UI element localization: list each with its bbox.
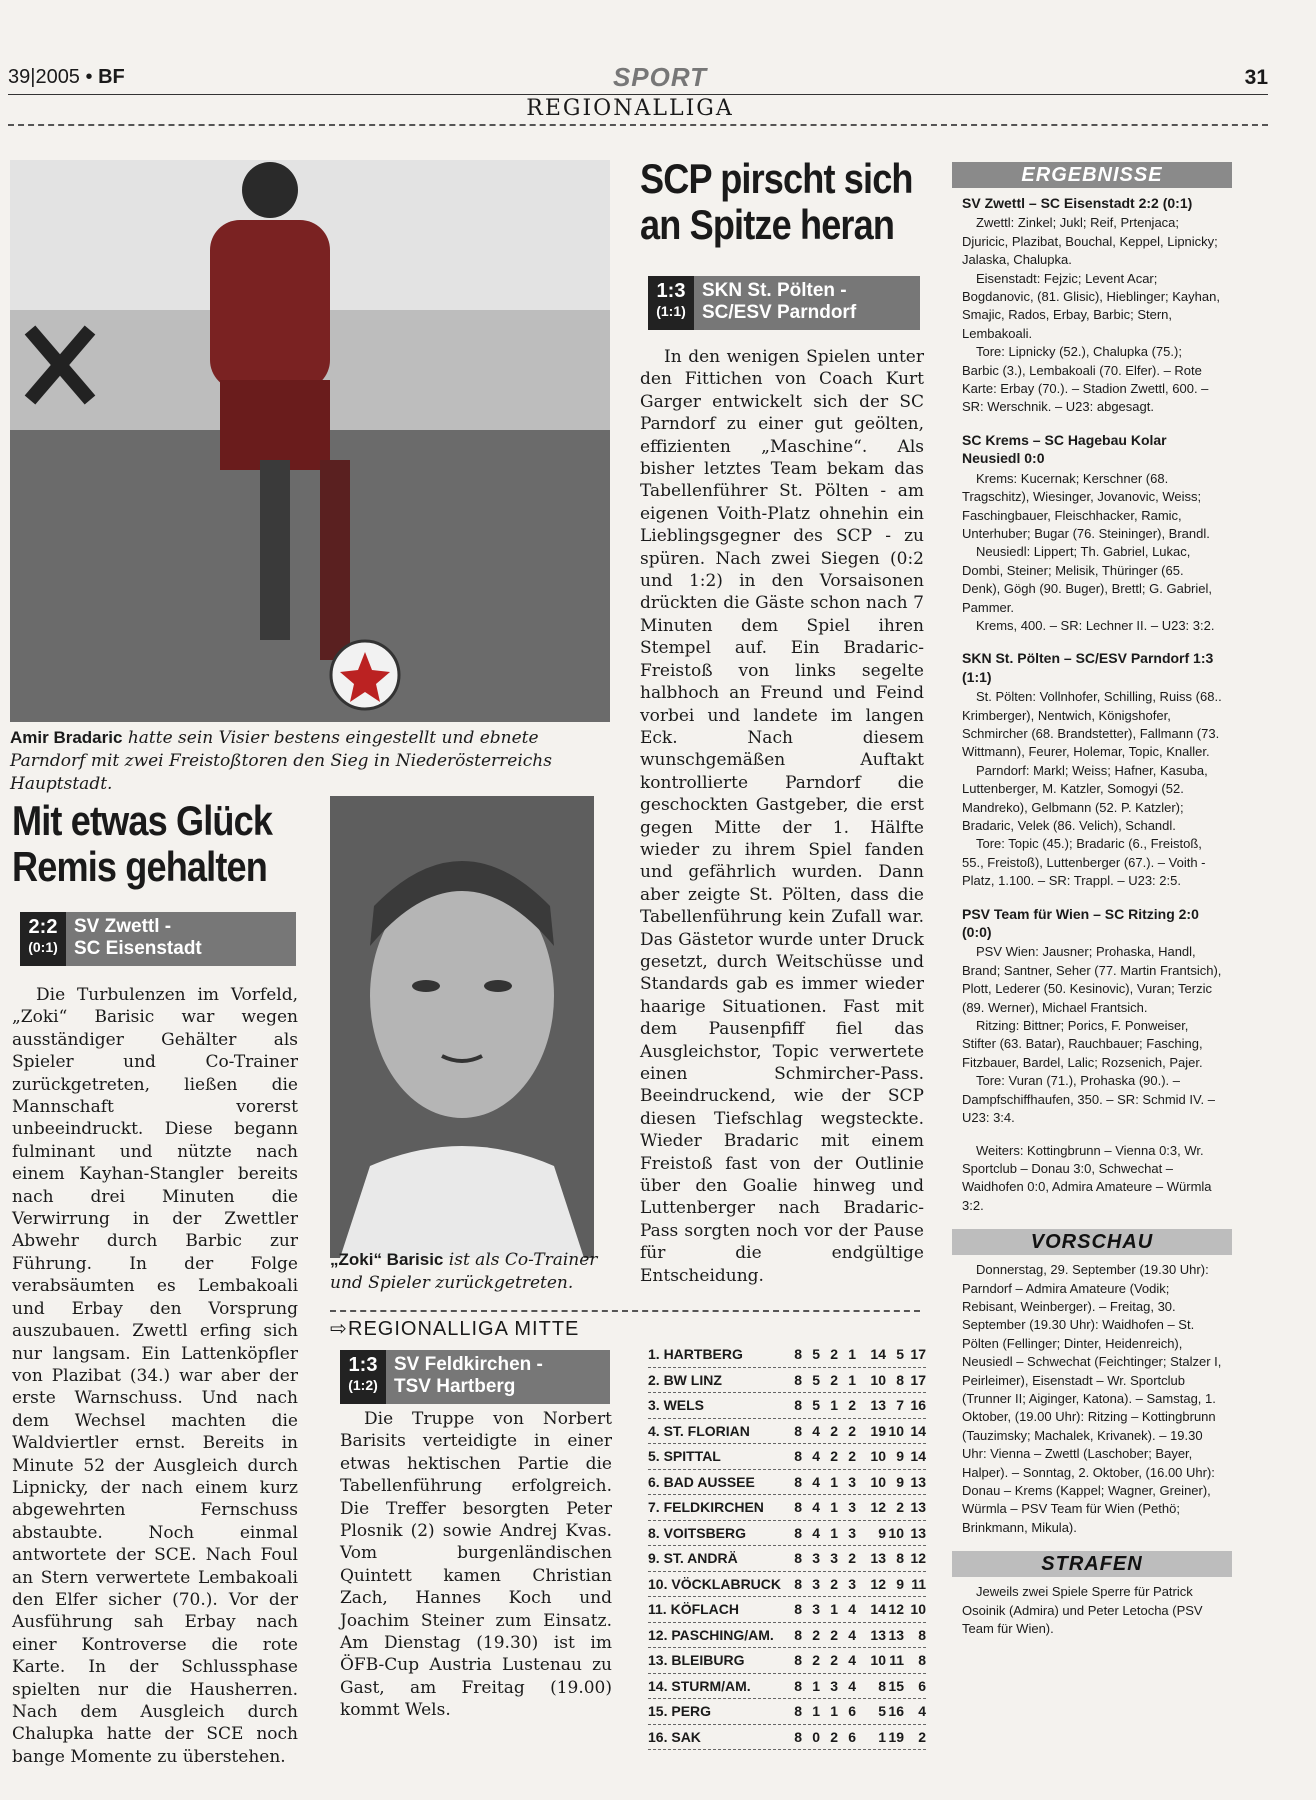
table-cell: 9 <box>896 1448 904 1465</box>
table-cell: 8 <box>896 1371 904 1388</box>
result-block <box>962 1142 1222 1216</box>
team-name: 3. WELS <box>648 1397 705 1414</box>
mitte-scorebox: 1:3 (1:2) SV Feldkirchen - TSV Hartberg <box>340 1350 610 1404</box>
table-cell: 15 <box>888 1677 904 1694</box>
table-cell: 4 <box>848 1626 856 1643</box>
article1-body: Die Turbulenzen im Vorfeld, „Zoki“ Barisic war wegen ausständiger Gehälter als Spieler und Co-Trainer zurückgetreten, ließen die Mannschaft vorerst unbeeindruckt. Diese begann fulminant und nützte nach einem Kayhan-Stangler bereits nach drei Minuten die Verwirrung in der Zwettler Abwehr durch Barbic zur Führung. In der Folge verabsäumten es Lembakoali und Erbay den Vorsprung auszubauen. Zwettl erfing sich nur langsam. Ein Lattenköpfler von Plazibat (34.) war aber der erste Warnschuss. Und nach dem Wechsel machten die Waldviertler ernst. Bereits in Minute 52 der Ausgleich durch Lipnicky, der nach einem kurz abgewehrten Fernschuss abstaubte. Noch einmal antwortete der SCE. Nach Foul an Stern verwertete Lembakoali den Elfer sicher (70.). Vor der Ausführung sah Erbay nach einer Kontroverse die rote Karte. In der Schlussphase spielten nur die Hausherren. Nach dem Ausgleich durch Chalupka hatte der SCE noch bange Momente zu überstehen. <box>12 985 298 1767</box>
table-cell: 12 <box>870 1575 886 1592</box>
arrow-right-icon: ⇨ <box>330 1318 348 1340</box>
table-cell: 8 <box>794 1550 802 1567</box>
penalties-text: Jeweils zwei Spiele Sperre für Patrick Osoinik (Admira) und Peter Letocha (PSV Team für Wien). <box>962 1584 1203 1637</box>
result-line: Krems, 400. – SR: Lechner II. – U23: 3:2. <box>976 617 1215 633</box>
table-cell: 14 <box>870 1601 886 1618</box>
team-name: 8. VOITSBERG <box>648 1524 747 1541</box>
issue-info: 39|2005 • BF <box>8 66 125 88</box>
table-cell: 2 <box>830 1422 838 1439</box>
table-cell: 2 <box>848 1397 856 1414</box>
results-list <box>952 194 1232 1215</box>
page-number: 31 <box>1244 66 1268 89</box>
table-cell: 19 <box>870 1422 886 1439</box>
table-cell: 14 <box>910 1422 926 1439</box>
result-block <box>962 905 1222 1128</box>
table-cell: 8 <box>794 1524 802 1541</box>
table-cell: 8 <box>896 1550 904 1567</box>
photo2-caption: „Zoki“ Barisic ist als Co-Trainer und Spieler zurückgetreten. <box>330 1250 598 1293</box>
table-cell: 1 <box>830 1499 838 1516</box>
table-cell: 4 <box>812 1524 820 1541</box>
team-name: 10. VÖCKLABRUCK <box>648 1575 782 1592</box>
regionalliga-mitte-section <box>330 1310 920 1341</box>
table-row <box>648 1674 926 1700</box>
preview-header: VORSCHAU <box>952 1229 1232 1255</box>
table-cell: 9 <box>896 1575 904 1592</box>
result-match: SV Zwettl – SC Eisenstadt 2:2 (0:1) <box>962 195 1193 211</box>
table-cell: 2 <box>812 1652 820 1669</box>
table-cell: 0 <box>812 1728 820 1745</box>
mitte-title: ⇨REGIONALLIGA MITTE <box>330 1310 920 1341</box>
table-row <box>648 1495 926 1521</box>
team-name: 13. BLEIBURG <box>648 1652 745 1669</box>
table-cell: 11 <box>889 1652 904 1669</box>
table-cell: 4 <box>848 1652 856 1669</box>
table-cell: 1 <box>830 1601 838 1618</box>
team-name: 1. HARTBERG <box>648 1346 743 1363</box>
table-cell: 2 <box>830 1371 838 1388</box>
table-cell: 3 <box>848 1473 856 1490</box>
table-cell: 8 <box>794 1371 802 1388</box>
table-cell: 10 <box>870 1473 886 1490</box>
table-row <box>648 1699 926 1725</box>
table-cell: 13 <box>910 1473 926 1490</box>
table-cell: 2 <box>830 1626 838 1643</box>
result-line: Tore: Vuran (71.), Prohaska (90.). – Dampfschiffhaufen, 350. – SR: Schmid IV. – U23: 3:4. <box>962 1073 1215 1126</box>
table-cell: 9 <box>878 1524 886 1541</box>
table-cell: 3 <box>830 1550 838 1567</box>
table-cell: 5 <box>896 1346 904 1363</box>
team-name: 5. SPITTAL <box>648 1448 721 1465</box>
coach-portrait-photo <box>330 796 594 1258</box>
table-cell: 3 <box>848 1499 856 1516</box>
result-line: Zwettl: Zinkel; Jukl; Reif, Prtenjaca; Djuricic, Plazibat, Bouchal, Keppel, Lipnicky; Jalaska, Chalupka. <box>962 215 1218 268</box>
table-cell: 3 <box>812 1550 820 1567</box>
result-match: SC Krems – SC Hagebau Kolar Neusiedl 0:0 <box>962 431 1167 467</box>
table-cell: 4 <box>848 1601 856 1618</box>
results-header: ERGEBNISSE <box>952 162 1232 188</box>
table-cell: 13 <box>870 1626 886 1643</box>
result-block <box>962 649 1222 890</box>
result-line: St. Pölten: Vollnhofer, Schilling, Ruiss (68.. Krimberger), Nentwich, Königshofer, Schmircher (68. Brandstetter), Fallmann (73. Wittmann), Feurer, Holemar, Topic, Knaller. <box>962 689 1222 760</box>
table-row <box>648 1725 926 1751</box>
table-cell: 8 <box>794 1677 802 1694</box>
table-cell: 16 <box>910 1397 926 1414</box>
table-cell: 13 <box>870 1397 886 1414</box>
table-row <box>648 1444 926 1470</box>
table-cell: 1 <box>812 1677 820 1694</box>
table-cell: 14 <box>870 1346 886 1363</box>
table-cell: 3 <box>848 1524 856 1541</box>
table-cell: 14 <box>910 1448 926 1465</box>
mitte-body: Die Truppe von Norbert Barisits verteidigte in einer etwas hektischen Partie die Tabellenführung erfolgreich. Die Treffer besorgten Peter Plosnik (2) sowie Andrej Kvas. Vom burgenländischen Quintett kamen Christian Zach, Hannes Koch und Joachim Steiner zum Einsatz. Am Dienstag (19.30) ist im ÖFB-Cup Austria Lustenau zu Gast, am Freitag (19.00) kommt Wels. <box>340 1409 612 1721</box>
table-cell: 2 <box>830 1575 838 1592</box>
table-cell: 5 <box>812 1346 820 1363</box>
result-block <box>962 194 1222 417</box>
table-cell: 4 <box>848 1677 856 1694</box>
table-cell: 13 <box>910 1499 926 1516</box>
table-cell: 8 <box>794 1499 802 1516</box>
team-name: 15. PERG <box>648 1703 712 1720</box>
table-row <box>648 1572 926 1598</box>
table-cell: 2 <box>848 1550 856 1567</box>
article1-headline: Mit etwas Glück Remis gehalten <box>12 797 273 890</box>
table-cell: 1 <box>848 1371 856 1388</box>
result-line: Krems: Kucernak; Kerschner (68. Tragschitz), Wiesinger, Jovanovic, Weiss; Faschingbauer, Fleischhacker, Ramic, Unterhuber; Bugar (76. Steininger), Brandl. <box>962 470 1210 541</box>
subsection-title: REGIONALLIGA <box>526 96 734 121</box>
sidebar <box>952 162 1232 1652</box>
table-cell: 10 <box>870 1652 886 1669</box>
table-cell: 3 <box>830 1677 838 1694</box>
result-line: PSV Wien: Jausner; Prohaska, Handl, Brand; Santner, Seher (77. Martin Frantsich), Plott, Lederer (50. Kesinovic), Vuran; Terzic (89. Werner), Michael Frantsich. <box>962 944 1222 1015</box>
table-cell: 10 <box>888 1524 904 1541</box>
table-cell: 5 <box>812 1397 820 1414</box>
table-cell: 11 <box>911 1575 926 1592</box>
penalties-header: STRAFEN <box>952 1551 1232 1577</box>
table-cell: 1 <box>830 1473 838 1490</box>
table-cell: 8 <box>878 1677 886 1694</box>
table-row <box>648 1368 926 1394</box>
table-cell: 17 <box>910 1371 926 1388</box>
table-row <box>648 1342 926 1368</box>
article2-headline: SCP pirscht sich an Spitze heran <box>640 155 913 248</box>
table-cell: 5 <box>878 1703 886 1720</box>
table-cell: 13 <box>910 1524 926 1541</box>
table-cell: 19 <box>888 1728 904 1745</box>
table-cell: 6 <box>848 1728 856 1745</box>
table-row <box>648 1419 926 1445</box>
table-cell: 1 <box>830 1397 838 1414</box>
result-line: Eisenstadt: Fejzic; Levent Acar; Bogdanovic, (81. Glisic), Hieblinger; Kayhan, Smajic, Rados, Erbay, Barbic; Stern, Lembakoali. <box>962 270 1220 341</box>
table-row <box>648 1648 926 1674</box>
result-match: PSV Team für Wien – SC Ritzing 2:0 (0:0) <box>962 905 1199 941</box>
result-line: Weiters: Kottingbrunn – Vienna 0:3, Wr. Sportclub – Donau 3:0, Schwechat – Waidhofen 0:0, Admira Amateure – Würmla 3:2. <box>962 1142 1212 1213</box>
table-row <box>648 1393 926 1419</box>
table-cell: 2 <box>830 1448 838 1465</box>
table-cell: 2 <box>918 1728 926 1745</box>
team-name: 9. ST. ANDRÄ <box>648 1550 738 1567</box>
table-cell: 2 <box>848 1422 856 1439</box>
table-row <box>648 1546 926 1572</box>
result-block <box>962 431 1222 635</box>
table-cell: 10 <box>870 1371 886 1388</box>
table-cell: 8 <box>918 1652 926 1669</box>
team-name: 7. FELDKIRCHEN <box>648 1499 764 1516</box>
table-cell: 4 <box>812 1499 820 1516</box>
table-cell: 3 <box>812 1575 820 1592</box>
table-cell: 8 <box>794 1703 802 1720</box>
table-cell: 4 <box>918 1703 926 1720</box>
team-name: 11. KÖFLACH <box>648 1601 740 1618</box>
result-line: Ritzing: Bittner; Porics, F. Ponweiser, Stifter (63. Batar), Rauchbauer; Fasching, Fitzbauer, Bardel, Lalic; Rozsenich, Pajer. <box>962 1018 1203 1070</box>
table-cell: 1 <box>830 1524 838 1541</box>
table-row <box>648 1597 926 1623</box>
table-cell: 2 <box>830 1652 838 1669</box>
table-cell: 12 <box>910 1550 926 1567</box>
team-name: 14. STURM/AM. <box>648 1677 751 1694</box>
article1-scorebox: 2:2 (0:1) SV Zwettl - SC Eisenstadt <box>20 912 296 966</box>
player-action-photo <box>10 160 610 722</box>
table-cell: 8 <box>794 1575 802 1592</box>
team-name: 16. SAK <box>648 1728 701 1745</box>
team-name: 2. BW LINZ <box>648 1371 722 1388</box>
table-cell: 2 <box>848 1448 856 1465</box>
result-line: Parndorf: Markl; Weiss; Hafner, Kasuba, Luttenberger, M. Katzler, Somogyi (52. Mandreko), Gelbmann (52. P. Katzler); Bradaric, Velek (86. Velich), Schandl. <box>962 762 1208 833</box>
table-cell: 8 <box>794 1728 802 1745</box>
table-cell: 16 <box>888 1703 904 1720</box>
result-line: Tore: Topic (45.); Bradaric (6., Freistoß, 55., Freistoß), Luttenberger (67.). – Voith - Platz, 1.100. – SR: Trappl. – U23: 2:5. <box>962 836 1206 889</box>
table-cell: 8 <box>794 1448 802 1465</box>
table-cell: 8 <box>794 1346 802 1363</box>
article2-body: In den wenigen Spielen unter den Fittichen von Coach Kurt Garger entwickelt sich der SC Parndorf zu einer gut geölten, effizienten „Maschine“. Als bisher letztes Team bekam das Tabellenführer St. Pölten - am eigenen Voith-Platz ohnehin ein Lieblingsgegner des SCP - zu spüren. Nach zwei Siegen (0:2 und 1:2) in den Vorsaisonen drückten die Gäste schon nach 7 Minuten dem Spiel ihren Stempel auf. Ein Bradaric-Freistoß von links segelte halbhoch an Freund und Feind vorbei und landete im langen Eck. Nach diesem wunschgemäßen Auftakt kontrollierte Parndorf die geschockten Gastgeber, die erst gegen Mitte der 1. Hälfte wieder zu ihrem Spiel fanden und gefährlich wurden. Dann aber zeigte St. Pölten, dass die Tabellenführung kein Zufall war. Das Gästetor wurde unter Druck gesetzt, durch Weitschüsse und Standards gab es immer wieder haarige Situationen. Fast mit dem Pausenpfiff fiel das Ausgleichstor, Topic verwertete einen Schmircher-Pass. Beeindruckend, wie der SCP diesen Tiefschlag wegsteckte. Wieder Bradaric mit einem Freistoß fast von der Outlinie über den Goalie hinweg und Luttenberger nach Bradaric-Pass sorgten noch vor der Pause für die endgültige Entscheidung. <box>640 347 924 1286</box>
table-cell: 8 <box>794 1652 802 1669</box>
table-cell: 6 <box>848 1703 856 1720</box>
table-cell: 8 <box>794 1626 802 1643</box>
table-cell: 5 <box>812 1371 820 1388</box>
table-cell: 8 <box>794 1601 802 1618</box>
table-cell: 13 <box>870 1550 886 1567</box>
result-line: Tore: Lipnicky (52.), Chalupka (75.); Barbic (3.), Lembakoali (70. Elfer). – Rote Karte: Erbay (70.). – Stadion Zwettl, 600. – SR: Werschnik. – U23: abgesagt. <box>962 344 1209 415</box>
result-line: Neusiedl: Lippert; Th. Gabriel, Lukac, Dombi, Steiner; Melisik, Thüringer (65. Denk), Gögh (90. Buger), Brettl; G. Gabriel, Pammer. <box>962 544 1212 615</box>
table-cell: 4 <box>812 1422 820 1439</box>
table-cell: 1 <box>812 1703 820 1720</box>
result-match: SKN St. Pölten – SC/ESV Parndorf 1:3 (1:1) <box>962 650 1214 685</box>
section-title: SPORT <box>612 62 708 92</box>
table-cell: 2 <box>830 1728 838 1745</box>
preview-text: Donnerstag, 29. September (19.30 Uhr): Parndorf – Admira Amateure (Vodik; Rebisant, Weinberger). – Freitag, 30. September (19.30 Uhr): Waidhofen – St. Pölten (Fellinger; Dinter, Heidenreich), Neusiedl – Schwechat (Feichtinger; Stalzer I, Peirleimer), Eisenstadt – Wr. Sportclub (Trunner II; Aiginger, Katona). – Samstag, 1. Oktober, (19.00 Uhr): Ritzing – Kottingbrunn (Tauzimsky; Machalek, Krivanek). – 19.30 Uhr: Vienna – Zwettl (Laschober; Bayer, Halper). – Sonntag, 2. Oktober, (16.00 Uhr): Donau – Krems (Kappel; Wagner, Greiner), Würmla – PSV Team für Wien (Pethö; Brinkmann, Mikula). <box>962 1262 1222 1535</box>
table-cell: 8 <box>794 1473 802 1490</box>
table-row <box>648 1521 926 1547</box>
table-cell: 10 <box>910 1601 926 1618</box>
photo1-caption: Amir Bradaric hatte sein Visier bestens eingestellt und ebnete Parndorf mit zwei Freistoßtoren den Sieg in Niederösterreichs Hauptstadt. <box>10 728 552 794</box>
table-cell: 1 <box>848 1346 856 1363</box>
table-cell: 12 <box>870 1499 886 1516</box>
table-cell: 12 <box>888 1601 904 1618</box>
table-cell: 9 <box>896 1473 904 1490</box>
table-cell: 2 <box>896 1499 904 1516</box>
table-cell: 10 <box>888 1422 904 1439</box>
table-cell: 8 <box>794 1422 802 1439</box>
table-cell: 3 <box>812 1601 820 1618</box>
table-row <box>648 1470 926 1496</box>
table-cell: 17 <box>910 1346 926 1363</box>
table-cell: 3 <box>848 1575 856 1592</box>
table-cell: 4 <box>812 1448 820 1465</box>
team-name: 6. BAD AUSSEE <box>648 1473 755 1490</box>
table-row <box>648 1623 926 1649</box>
team-name: 4. ST. FLORIAN <box>648 1422 750 1439</box>
header-rule <box>8 94 1268 95</box>
table-cell: 1 <box>878 1728 886 1745</box>
table-cell: 1 <box>830 1703 838 1720</box>
table-cell: 13 <box>888 1626 904 1643</box>
table-cell: 2 <box>830 1346 838 1363</box>
table-cell: 10 <box>870 1448 886 1465</box>
table-cell: 8 <box>794 1397 802 1414</box>
dashed-divider <box>8 124 1268 126</box>
table-cell: 4 <box>812 1473 820 1490</box>
league-table <box>648 1342 926 1750</box>
table-cell: 7 <box>896 1397 904 1414</box>
table-cell: 2 <box>812 1626 820 1643</box>
table-cell: 6 <box>918 1677 926 1694</box>
article2-scorebox: 1:3 (1:1) SKN St. Pölten - SC/ESV Parndorf <box>648 276 920 330</box>
team-name: 12. PASCHING/AM. <box>648 1626 774 1643</box>
table-cell: 8 <box>918 1626 926 1643</box>
